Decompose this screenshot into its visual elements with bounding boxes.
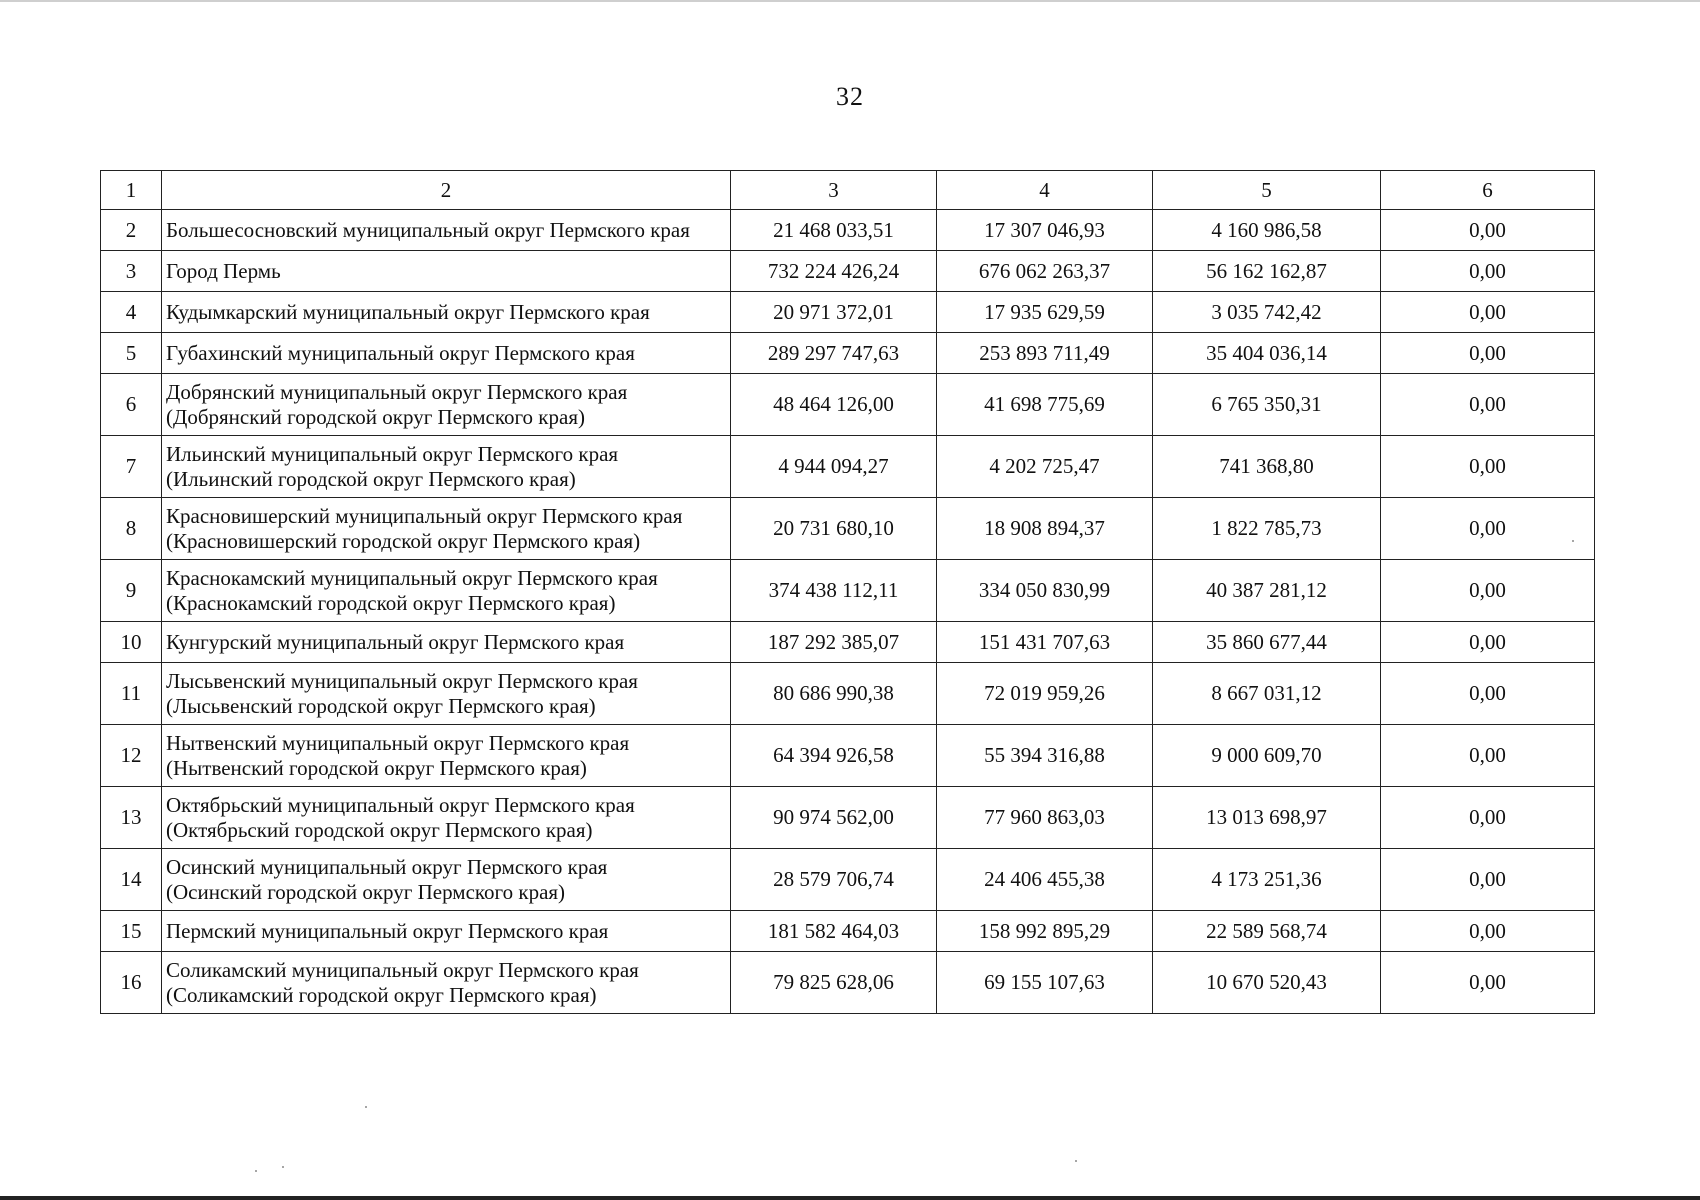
amount-col-6: 0,00 — [1381, 725, 1595, 787]
municipality-name-line: Красновишерский муниципальный округ Пермского края — [166, 503, 683, 528]
row-number: 8 — [101, 498, 162, 560]
amount-col-4: 334 050 830,99 — [937, 560, 1153, 622]
municipality-name-line: Кунгурский муниципальный округ Пермского края — [166, 629, 625, 654]
municipality-name-line: Осинский муниципальный округ Пермского края — [166, 854, 608, 879]
amount-col-3: 79 825 628,06 — [731, 952, 937, 1014]
table-row — [101, 498, 1595, 560]
municipality-name — [162, 849, 731, 911]
municipality-name-line: Большесосновский муниципальный округ Пермского края — [166, 217, 690, 242]
header-cell-4: 4 — [937, 171, 1153, 210]
municipality-name-line: Нытвенский муниципальный округ Пермского края — [166, 730, 630, 755]
table-row — [101, 622, 1595, 663]
table-row — [101, 374, 1595, 436]
row-number: 13 — [101, 787, 162, 849]
table-header-row — [101, 171, 1595, 210]
municipality-name-line: Пермский муниципальный округ Пермского края — [166, 918, 609, 943]
budget-table — [100, 170, 1595, 1014]
amount-col-3: 20 731 680,10 — [731, 498, 937, 560]
amount-col-4: 4 202 725,47 — [937, 436, 1153, 498]
amount-col-4: 72 019 959,26 — [937, 663, 1153, 725]
table-container — [100, 170, 1594, 1014]
amount-col-3: 289 297 747,63 — [731, 333, 937, 374]
header-cell-2: 2 — [162, 171, 731, 210]
header-cell-1: 1 — [101, 171, 162, 210]
amount-col-3: 4 944 094,27 — [731, 436, 937, 498]
municipality-name — [162, 210, 731, 251]
municipality-name-line: Октябрьский муниципальный округ Пермского края — [166, 792, 635, 817]
amount-col-6: 0,00 — [1381, 292, 1595, 333]
municipality-name — [162, 663, 731, 725]
scan-speck — [1572, 540, 1574, 542]
amount-col-3: 28 579 706,74 — [731, 849, 937, 911]
row-number: 9 — [101, 560, 162, 622]
amount-col-3: 21 468 033,51 — [731, 210, 937, 251]
amount-col-6: 0,00 — [1381, 333, 1595, 374]
row-number: 10 — [101, 622, 162, 663]
municipality-former-name-line: (Красновишерский городской округ Пермского края) — [166, 528, 641, 553]
municipality-name — [162, 952, 731, 1014]
table-row — [101, 560, 1595, 622]
municipality-name-line: Добрянский муниципальный округ Пермского края — [166, 379, 628, 404]
municipality-former-name-line: (Лысьвенский городской округ Пермского края) — [166, 693, 596, 718]
municipality-former-name-line: (Октябрьский городской округ Пермского края) — [166, 817, 593, 842]
municipality-name-line: Краснокамский муниципальный округ Пермского края — [166, 565, 658, 590]
amount-col-5: 1 822 785,73 — [1153, 498, 1381, 560]
amount-col-4: 151 431 707,63 — [937, 622, 1153, 663]
municipality-name-line: Губахинский муниципальный округ Пермского края — [166, 340, 635, 365]
municipality-name-line: Кудымкарский муниципальный округ Пермского края — [166, 299, 650, 324]
scan-speck — [365, 1106, 367, 1108]
municipality-former-name-line: (Нытвенский городской округ Пермского края) — [166, 755, 587, 780]
amount-col-3: 181 582 464,03 — [731, 911, 937, 952]
amount-col-5: 22 589 568,74 — [1153, 911, 1381, 952]
municipality-name-line: Ильинский муниципальный округ Пермского края — [166, 441, 619, 466]
amount-col-4: 41 698 775,69 — [937, 374, 1153, 436]
municipality-former-name-line: (Ильинский городской округ Пермского края) — [166, 466, 576, 491]
amount-col-6: 0,00 — [1381, 849, 1595, 911]
header-cell-3: 3 — [731, 171, 937, 210]
amount-col-4: 17 935 629,59 — [937, 292, 1153, 333]
table-row — [101, 787, 1595, 849]
amount-col-3: 48 464 126,00 — [731, 374, 937, 436]
amount-col-5: 3 035 742,42 — [1153, 292, 1381, 333]
amount-col-3: 187 292 385,07 — [731, 622, 937, 663]
amount-col-5: 4 160 986,58 — [1153, 210, 1381, 251]
amount-col-3: 90 974 562,00 — [731, 787, 937, 849]
table-row — [101, 911, 1595, 952]
scan-speck — [255, 1170, 257, 1172]
amount-col-6: 0,00 — [1381, 498, 1595, 560]
amount-col-4: 253 893 711,49 — [937, 333, 1153, 374]
municipality-name — [162, 911, 731, 952]
table-row — [101, 952, 1595, 1014]
row-number: 16 — [101, 952, 162, 1014]
amount-col-4: 55 394 316,88 — [937, 725, 1153, 787]
row-number: 2 — [101, 210, 162, 251]
municipality-name — [162, 436, 731, 498]
municipality-name-line: Лысьвенский муниципальный округ Пермского края — [166, 668, 638, 693]
amount-col-5: 40 387 281,12 — [1153, 560, 1381, 622]
amount-col-5: 13 013 698,97 — [1153, 787, 1381, 849]
table-row — [101, 725, 1595, 787]
row-number: 3 — [101, 251, 162, 292]
amount-col-6: 0,00 — [1381, 560, 1595, 622]
row-number: 7 — [101, 436, 162, 498]
table-row — [101, 210, 1595, 251]
municipality-name — [162, 374, 731, 436]
row-number: 15 — [101, 911, 162, 952]
table-row — [101, 292, 1595, 333]
municipality-name — [162, 498, 731, 560]
table-row — [101, 333, 1595, 374]
header-cell-5: 5 — [1153, 171, 1381, 210]
amount-col-4: 69 155 107,63 — [937, 952, 1153, 1014]
municipality-name — [162, 787, 731, 849]
amount-col-5: 6 765 350,31 — [1153, 374, 1381, 436]
amount-col-5: 8 667 031,12 — [1153, 663, 1381, 725]
amount-col-6: 0,00 — [1381, 251, 1595, 292]
municipality-name — [162, 333, 731, 374]
municipality-name-line: Город Пермь — [166, 258, 281, 283]
amount-col-6: 0,00 — [1381, 663, 1595, 725]
municipality-name — [162, 725, 731, 787]
scan-edge-bottom — [0, 1196, 1700, 1200]
municipality-name — [162, 622, 731, 663]
municipality-former-name-line: (Краснокамский городской округ Пермского края) — [166, 590, 616, 615]
amount-col-4: 18 908 894,37 — [937, 498, 1153, 560]
amount-col-3: 64 394 926,58 — [731, 725, 937, 787]
amount-col-3: 20 971 372,01 — [731, 292, 937, 333]
municipality-former-name-line: (Осинский городской округ Пермского края) — [166, 879, 566, 904]
amount-col-5: 56 162 162,87 — [1153, 251, 1381, 292]
amount-col-3: 374 438 112,11 — [731, 560, 937, 622]
amount-col-5: 9 000 609,70 — [1153, 725, 1381, 787]
amount-col-6: 0,00 — [1381, 374, 1595, 436]
row-number: 5 — [101, 333, 162, 374]
amount-col-6: 0,00 — [1381, 210, 1595, 251]
amount-col-6: 0,00 — [1381, 622, 1595, 663]
amount-col-5: 35 860 677,44 — [1153, 622, 1381, 663]
municipality-name-line: Соликамский муниципальный округ Пермского края — [166, 957, 639, 982]
amount-col-6: 0,00 — [1381, 436, 1595, 498]
scan-speck — [282, 1166, 284, 1168]
amount-col-3: 732 224 426,24 — [731, 251, 937, 292]
amount-col-3: 80 686 990,38 — [731, 663, 937, 725]
row-number: 14 — [101, 849, 162, 911]
municipality-former-name-line: (Добрянский городской округ Пермского края) — [166, 404, 585, 429]
table-row — [101, 663, 1595, 725]
row-number: 4 — [101, 292, 162, 333]
table-row — [101, 251, 1595, 292]
header-cell-6: 6 — [1381, 171, 1595, 210]
page-number: 32 — [836, 82, 864, 111]
amount-col-4: 676 062 263,37 — [937, 251, 1153, 292]
amount-col-5: 4 173 251,36 — [1153, 849, 1381, 911]
table-body — [101, 171, 1595, 1014]
row-number: 12 — [101, 725, 162, 787]
amount-col-4: 24 406 455,38 — [937, 849, 1153, 911]
scan-speck — [1075, 1160, 1077, 1162]
table-row — [101, 849, 1595, 911]
municipality-name — [162, 251, 731, 292]
amount-col-6: 0,00 — [1381, 952, 1595, 1014]
table-row — [101, 436, 1595, 498]
amount-col-4: 17 307 046,93 — [937, 210, 1153, 251]
row-number: 6 — [101, 374, 162, 436]
amount-col-6: 0,00 — [1381, 787, 1595, 849]
scan-edge-top — [0, 0, 1700, 2]
municipality-name — [162, 560, 731, 622]
amount-col-4: 77 960 863,03 — [937, 787, 1153, 849]
amount-col-4: 158 992 895,29 — [937, 911, 1153, 952]
amount-col-6: 0,00 — [1381, 911, 1595, 952]
amount-col-5: 35 404 036,14 — [1153, 333, 1381, 374]
amount-col-5: 741 368,80 — [1153, 436, 1381, 498]
amount-col-5: 10 670 520,43 — [1153, 952, 1381, 1014]
row-number: 11 — [101, 663, 162, 725]
municipality-name — [162, 292, 731, 333]
municipality-former-name-line: (Соликамский городской округ Пермского края) — [166, 982, 597, 1007]
